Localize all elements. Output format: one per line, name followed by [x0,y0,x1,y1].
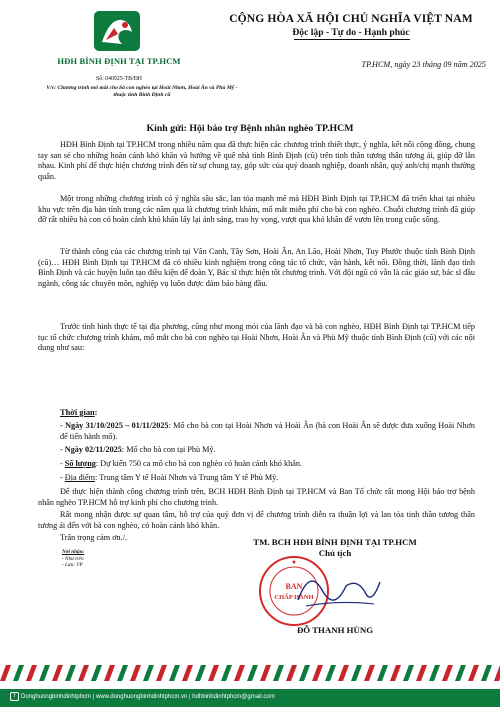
footer-stripe [104,665,115,681]
footer-stripe [377,665,388,681]
footer-stripe [273,665,284,681]
footer-stripe [429,665,440,681]
footer-contact: f Donghuongbinhdinhtphcm | www.donghuongbinhdinhtphcm.vn | hdhbinhdinhtphcm@gmail.com [10,692,275,702]
signature-role: Chủ tịch [318,548,352,558]
footer-stripe [390,665,401,681]
footer-stripe [260,665,271,681]
footer-stripe [0,665,11,681]
footer-stripe [364,665,375,681]
paragraph-plan: Trước tình hình thực tế tại địa phương, cũng như mong mỏi của lãnh đạo và bà con nghèo, HĐH Bình Định tại TP.HCM tiếp tục tổ chức chương trình khám, mổ mắt cho bà con nghèo tại Hoài Nhơn, Hoài Ân và Phù Mỹ thuộc tỉnh Bình Định (cũ) với các nội dung như sau: [38,322,475,353]
footer-stripe [169,665,180,681]
footer-stripe [26,665,37,681]
footer-stripe [52,665,63,681]
bullet-surgery-2: - Ngày 02/11/2025: Mổ cho bà con tại Phù Mỹ. [60,445,216,454]
footer-stripe [221,665,232,681]
footer-stripe [91,665,102,681]
paragraph-experience: Từ thành công của các chương trình tại Vân Canh, Tây Sơn, Hoài Ân, An Lão, Hoài Nhơn, Tuy Phước thuộc tỉnh Bình Định (cũ)… HĐH Bình Định tại TP.HCM đã có nhiều kinh nghiệm trong công tác tổ chức, vận hành, kết nối. Đồng thời, lãnh đạo tỉnh Bình Định và các huyện luôn tạo điều kiện để đoàn Y, Bác sĩ thực hiện tốt chương trình. Với đội ngũ có vẫn là các giáo sư, bác sĩ đầu ngành, công tác chuyên môn, nghiệp vụ luôn được đảm bảo hàng đầu. [38,247,475,289]
footer-stripe [403,665,414,681]
org-name: HĐH BÌNH ĐỊNH TẠI TP.HCM [57,56,181,66]
footer-stripe [156,665,167,681]
footer-stripe [182,665,193,681]
salutation: Kính gửi: Hội bảo trợ Bệnh nhân nghèo TP.HCM [146,123,354,134]
paragraph-intro: HĐH Bình Định tại TP.HCM trong nhiều năm qua đã thực hiện các chương trình thiết thực, ý nghĩa, kết nối cộng đồng, chung tay san sẻ cho những hoàn cảnh khó khăn và hướng về quê nhà tỉnh Bình Định (cũ) trên tinh thần tương thân tương ái, giúp đỡ lẫn nhau. Kinh phí để thực hiện chương trình đến từ sự chung tay, góp sức của quý doanh nghiệp, doanh nhân, quý anh/chị mạnh thường quân. [38,140,475,182]
svg-text:CHẤP HÀNH: CHẤP HÀNH [274,594,314,601]
footer-stripe [195,665,206,681]
document-number: Số: 040925-TB/ĐH [96,76,142,82]
footer-stripe [468,665,479,681]
footer-stripe [78,665,89,681]
bullet-location: - Địa điểm: Trung tâm Y tế Hoài Nhơn và Trung tâm Y tế Phù Mỹ. [60,473,279,482]
paragraph-request: Để thực hiện thành công chương trình trên, BCH HĐH Bình Định tại TP.HCM và Ban Tổ chức rất mong Hội bảo trợ bệnh nhân nghèo TP.HCM hỗ trợ kinh phí cho chương trình. [38,487,475,507]
paragraph-program: Một trong những chương trình có ý nghĩa sâu sắc, lan tỏa mạnh mẽ mà HĐH Bình Định tại TP.HCM đã triển khai tại nhiều khu vực trên địa bàn tỉnh trong các năm qua là chương trình khám, mổ mắt miễn phí cho bà con nghèo. Chuỗi chương trình đã giúp đỡ rất nhiều bà con có hoàn cảnh khó khăn lấy lại ánh sáng, trao hy vọng, vượt qua khó khăn để vươn lên trong cuộc sống. [38,194,475,225]
footer-stripe [494,665,500,681]
footer-stripe [39,665,50,681]
association-logo [92,8,142,54]
footer-stripe [143,665,154,681]
footer-stripe [338,665,349,681]
facebook-icon: f [10,692,19,701]
time-heading: Thời gian: [60,408,98,417]
handwritten-signature [285,560,388,616]
footer-stripe [351,665,362,681]
signature-org: TM. BCH HĐH BÌNH ĐỊNH TẠI TP.HCM [253,537,417,547]
footer-stripe [13,665,24,681]
bullet-quantity: - Số lượng: Dự kiến 750 ca mổ cho bà con nghèo có hoàn cảnh khó khăn. [60,459,302,468]
footer-stripe [442,665,453,681]
footer-stripe [325,665,336,681]
recipients-title: Nơi nhận: [62,549,85,555]
national-name: CỘNG HÒA XÃ HỘI CHỦ NGHĨA VIỆT NAM [229,12,473,25]
recipient-item: - Lưu: VP [62,562,83,569]
motto-underline [294,39,410,40]
recipients-block [62,549,84,569]
footer-stripe [299,665,310,681]
footer-stripe-pattern [0,665,500,681]
footer-stripe [455,665,466,681]
footer-stripe [312,665,323,681]
svg-text:BAN: BAN [285,582,303,591]
footer-stripe [286,665,297,681]
bullet-surgery-1: - Ngày 31/10/2025 – 01/11/2025: Mổ cho bà con tại Hoài Nhơn và Hoài Ân (bà con Hoài Ân sẽ được đưa xuống Hoài Nhơn để tiến hành mổ). [60,421,475,441]
document-subject: V/v: Chương trình mổ mắt cho bà con nghèo tại Hoài Nhơn, Hoài Ân và Phù Mỹ - thuộc tỉnh Bình Định cũ [46,85,238,99]
footer-stripe [208,665,219,681]
footer-stripe [247,665,258,681]
footer-stripe [234,665,245,681]
signer-name: ĐỖ THANH HÙNG [296,625,374,635]
footer-stripe [65,665,76,681]
footer-stripe [416,665,427,681]
footer-stripe [130,665,141,681]
recipient-item: - Như trên [62,555,84,562]
closing-line: Trân trọng cảm ơn./. [60,533,128,542]
paragraph-thanks: Rất mong nhận được sự quan tâm, hỗ trợ của quý đơn vị để chương trình diễn ra thuận lợi và lan tỏa tinh thần tương thân tương ái đến với bà con nghèo, có hoàn cảnh khó khăn. [38,510,475,530]
national-motto: Độc lập - Tự do - Hạnh phúc [292,27,410,38]
footer-stripe [481,665,492,681]
footer-stripe [117,665,128,681]
document-date: TP.HCM, ngày 23 tháng 09 năm 2025 [361,60,486,69]
